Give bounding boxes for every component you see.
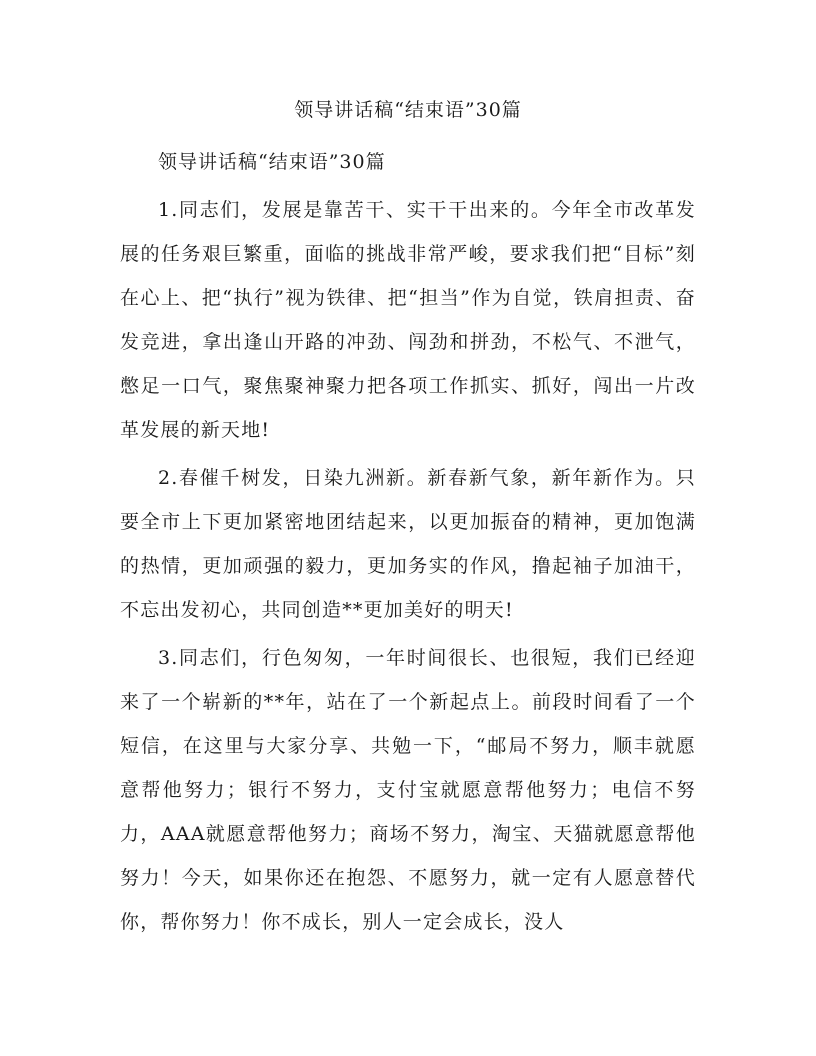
document-subtitle: 领导讲话稿“结束语”30篇 <box>158 151 386 173</box>
paragraph-2: 2.春催千树发，日染九洲新。新春新气象，新年新作为。只要全市上下更加紧密地团结起来，以更加振奋的精神，更加饱满的热情，更加顽强的毅力，更加务实的作风，撸起袖子加油干，不忘出发初心，共同创造**更加美好的明天! <box>120 467 696 621</box>
paragraph-3: 3.同志们，行色匆匆，一年时间很长、也很短，我们已经迎来了一个崭新的**年，站在了一个新起点上。前段时间看了一个短信，在这里与大家分享、共勉一下，“邮局不努力，顺丰就愿意帮他努力；银行不努力，支付宝就愿意帮他努力；电信不努力，AAA就愿意帮他努力；商场不努力，淘宝、天猫就愿意帮他努力！今天，如果你还在抱怨、不愿努力，就一定有人愿意替代你，帮你努力！你不成长，别人一定会成长，没人 <box>120 647 696 933</box>
document-title: 领导讲话稿“结束语”30篇 <box>294 99 522 121</box>
paragraph-1: 1.同志们，发展是靠苦干、实干干出来的。今年全市改革发展的任务艰巨繁重，面临的挑战非常严峻，要求我们把“目标”刻在心上、把“执行”视为铁律、把“担当”作为自觉，铁肩担责、奋发竞进，拿出逢山开路的冲劲、闯劲和拼劲，不松气、不泄气，憋足一口气，聚焦聚神聚力把各项工作抓实、抓好，闯出一片改革发展的新天地! <box>120 199 696 441</box>
